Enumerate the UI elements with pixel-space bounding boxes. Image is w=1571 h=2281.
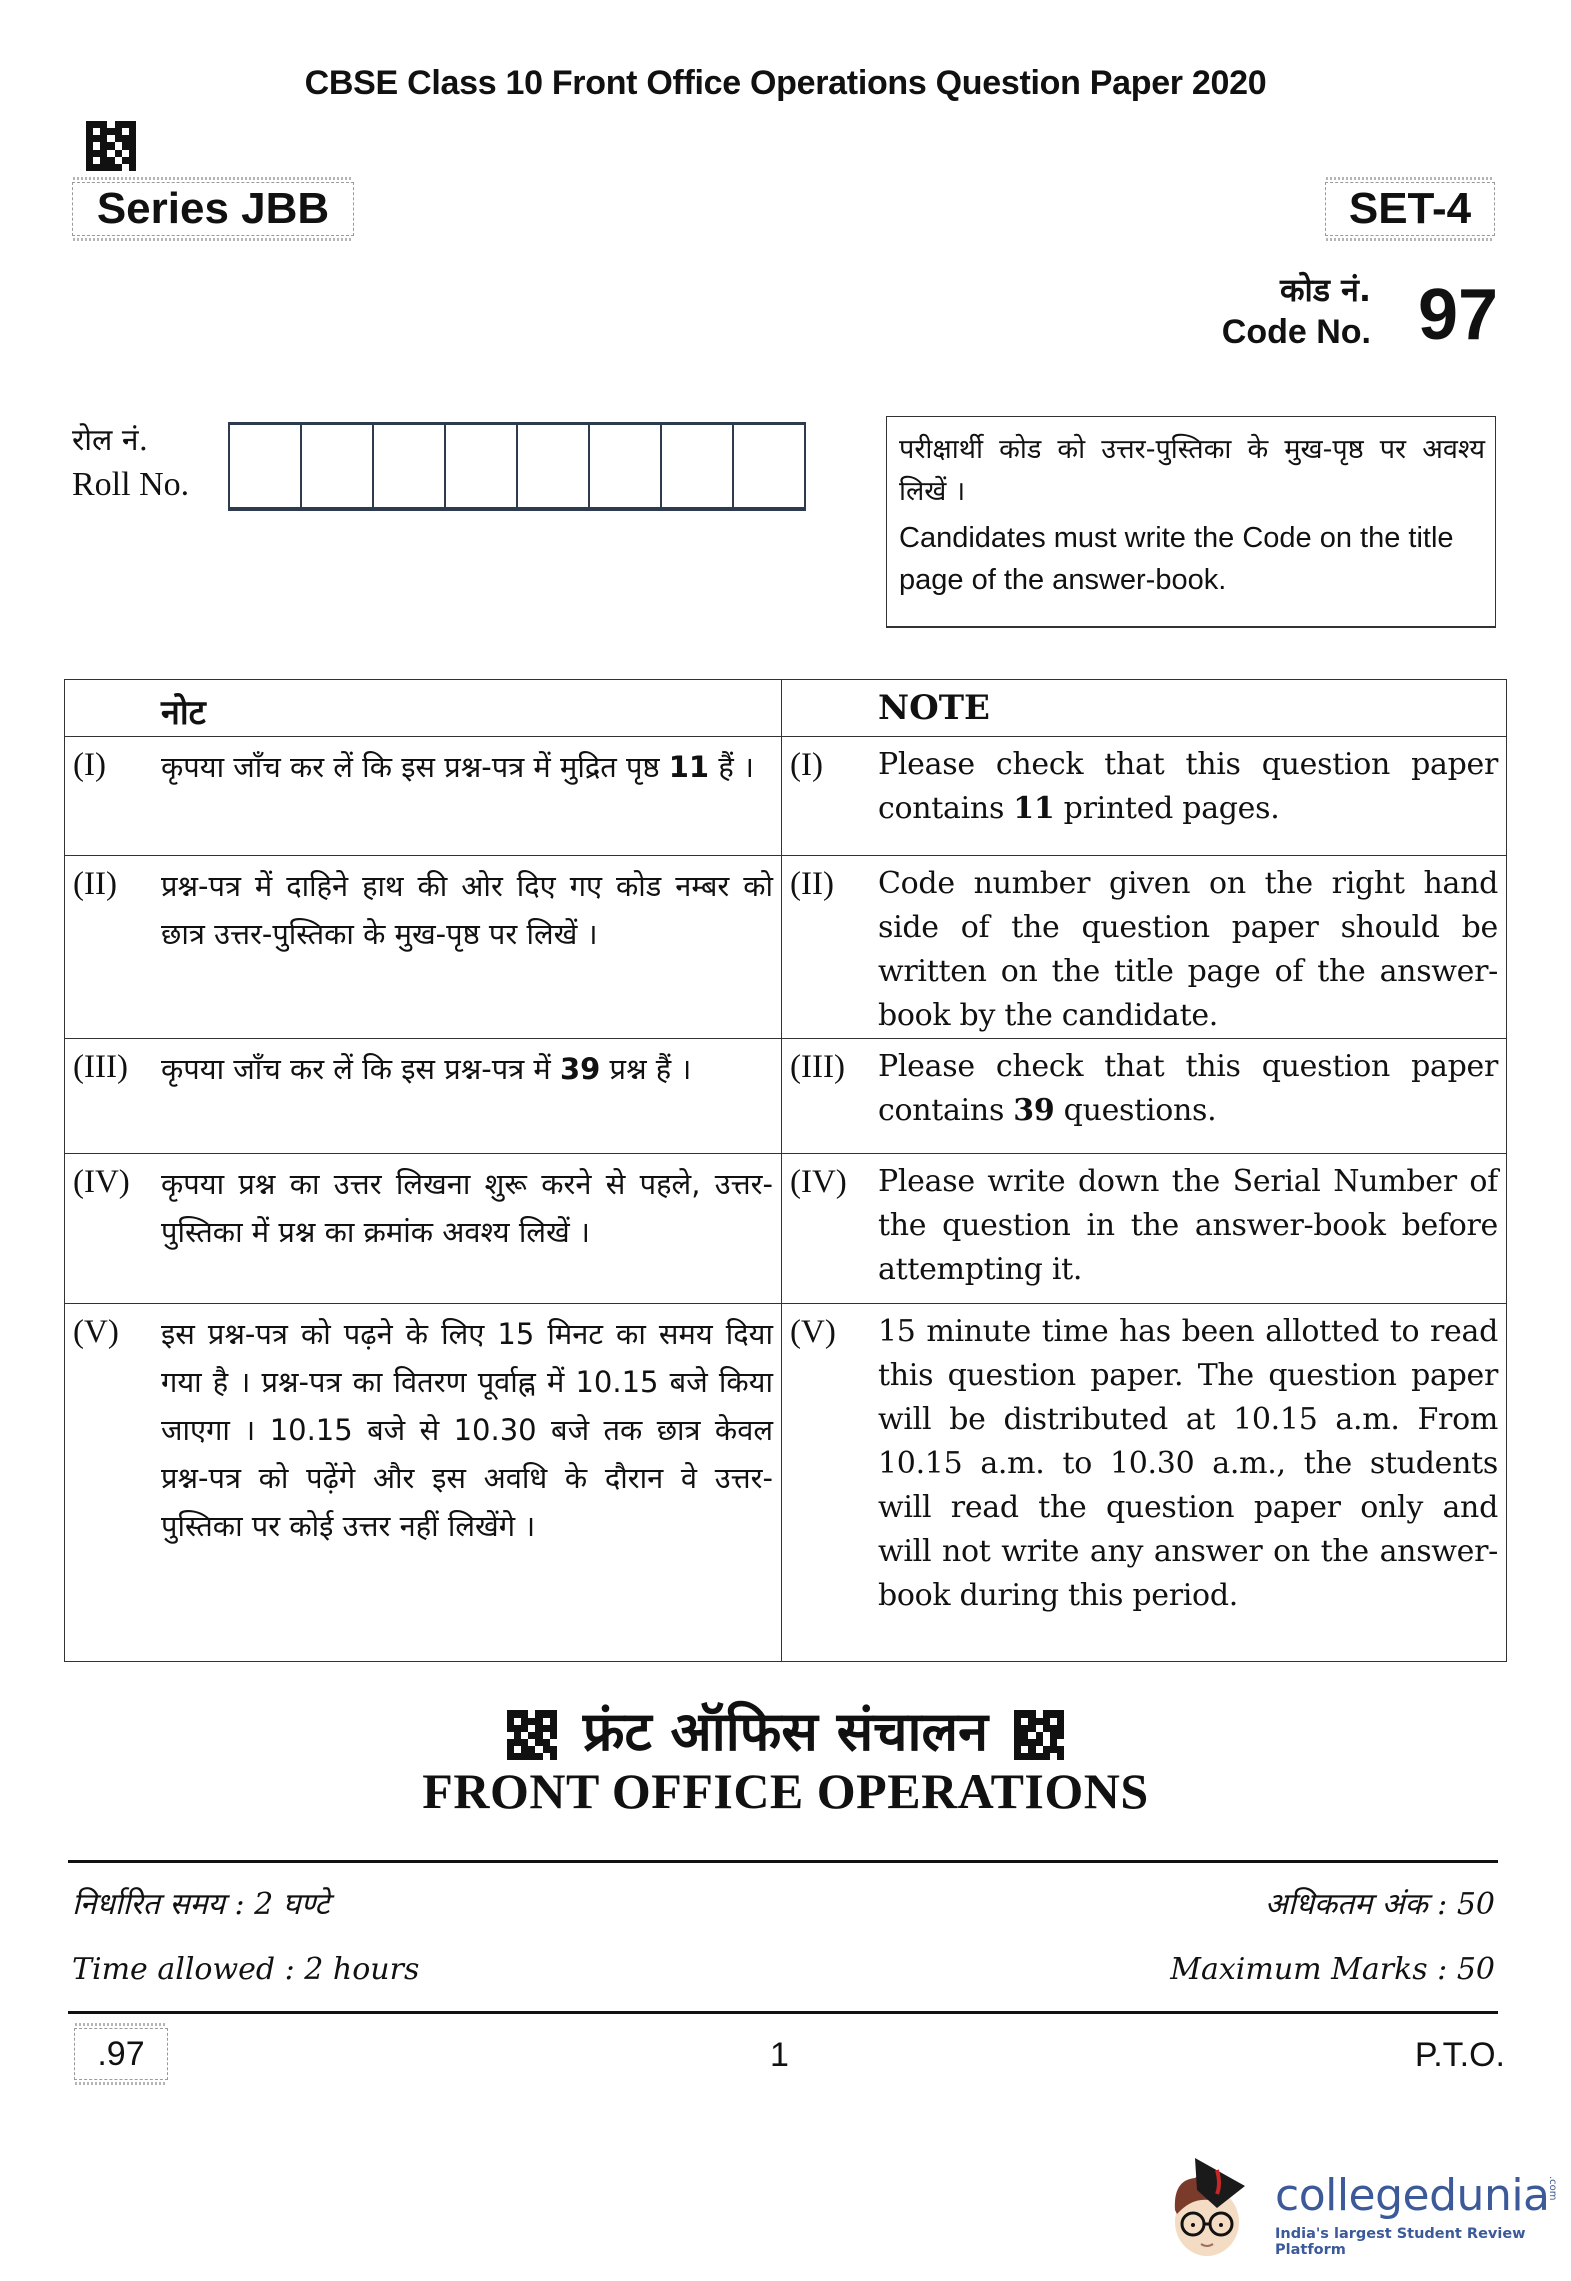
brand-tagline: India's largest Student Review Platform [1275, 2226, 1526, 2258]
note-text-hindi: कृपया जाँच कर लें कि इस प्रश्न-पत्र में मुद्रित पृष्ठ 11 हैं । [161, 750, 754, 784]
table-row [65, 1304, 1507, 1662]
note-text-hindi: कृपया प्रश्न का उत्तर लिखना शुरू करने से पहले, उत्तर-पुस्तिका में प्रश्न का क्रमांक अवश्य लिखें । [161, 1167, 773, 1249]
roll-number-boxes[interactable] [228, 422, 806, 511]
note-text-english: Please write down the Serial Number of the question in the answer-book before attempting it. [878, 1164, 1498, 1287]
subject-title-english: FRONT OFFICE OPERATIONS [422, 1763, 1149, 1819]
candidate-notice-hindi: परीक्षार्थी कोड को उत्तर-पुस्तिका के मुख-पृष्ठ पर अवश्य लिखें । [899, 434, 1485, 507]
time-allowed-hindi: निर्धारित समय : 2 घण्टे [72, 1887, 330, 1922]
table-row [65, 1154, 1507, 1304]
candidate-notice-english: Candidates must write the Code on the title page of the answer-book. [899, 522, 1454, 596]
roll-digit-box[interactable] [302, 425, 374, 507]
brand-name: collegedunia [1275, 2170, 1550, 2221]
collegedunia-logo [1165, 2150, 1565, 2260]
qr-code-icon [507, 1710, 557, 1760]
note-text-hindi: कृपया जाँच कर लें कि इस प्रश्न-पत्र में 39 प्रश्न हैं । [161, 1052, 692, 1086]
qr-code-icon [1014, 1710, 1064, 1760]
note-text-english: Please check that this question paper contains 11 printed pages. [878, 747, 1498, 826]
roll-digit-box[interactable] [518, 425, 590, 507]
max-marks-hindi: अधिकतम अंक : 50 [1264, 1887, 1495, 1922]
roll-digit-box[interactable] [446, 425, 518, 507]
table-row [65, 856, 1507, 1039]
instructions-table [64, 679, 1507, 1662]
code-number: 97 [1418, 275, 1499, 355]
row-number: (IV) [73, 1164, 130, 1200]
footer-code-box [74, 2028, 168, 2080]
series-label [72, 182, 354, 236]
note-text-hindi: प्रश्न-पत्र में दाहिने हाथ की ओर दिए गए कोड नम्बर को छात्र उत्तर-पुस्तिका के मुख-पृष्ठ पर लिखें । [161, 869, 773, 951]
divider [68, 1860, 1498, 1863]
candidate-notice-box [886, 416, 1496, 628]
note-text-english: Code number given on the right hand side of the question paper should be written on the title page of the answer-book by the candidate. [878, 866, 1498, 1033]
page-number: 1 [770, 2036, 789, 2074]
roll-label-hindi: रोल नं. [72, 423, 149, 458]
note-text-english: Please check that this question paper contains 39 questions. [878, 1049, 1498, 1128]
table-row [65, 1039, 1507, 1154]
table-row [65, 737, 1507, 856]
roll-digit-box[interactable] [734, 425, 806, 507]
code-label-hindi: कोड नं. [1279, 271, 1371, 309]
row-number: (III) [790, 1049, 845, 1085]
divider [68, 2011, 1498, 2014]
subject-hindi-text: फ्रंट ऑफिस संचालन [582, 1700, 989, 1763]
set-text: SET-4 [1348, 184, 1472, 233]
note-text-hindi: इस प्रश्न-पत्र को पढ़ने के लिए 15 मिनट का समय दिया गया है । प्रश्न-पत्र का वितरण पूर्वाह्न में 10.15 बजे किया जाएगा । 10.15 बजे से 10.30 बजे तक छात्र केवल प्रश्न-पत्र को पढ़ेंगे और इस अवधि के दौरान वे उत्तर-पुस्तिका पर कोई उत्तर नहीं लिखेंगे । [161, 1317, 773, 1543]
row-number: (IV) [790, 1164, 847, 1200]
note-text-english: 15 minute time has been allotted to read this question paper. The question paper will be distributed at 10.15 a.m. From 10.15 a.m. to 10.30 a.m., the students will read the question paper only and will not write any answer on the answer-book during this period. [878, 1314, 1498, 1613]
note-header-english: NOTE [878, 688, 990, 728]
subject-title-hindi [0, 1692, 1571, 1766]
row-number: (V) [790, 1314, 836, 1350]
max-marks-english: Maximum Marks : 50 [1170, 1952, 1495, 1987]
row-number: (V) [73, 1314, 119, 1350]
note-header-hindi: नोट [161, 693, 206, 733]
roll-digit-box[interactable] [374, 425, 446, 507]
roll-label-english: Roll No. [72, 466, 190, 503]
please-turn-over: P.T.O. [1414, 2036, 1505, 2074]
roll-digit-box[interactable] [230, 425, 302, 507]
mascot-icon [1165, 2150, 1265, 2260]
series-text: Series JBB [96, 184, 330, 233]
row-number: (I) [73, 747, 106, 783]
qr-code-icon [86, 121, 136, 171]
row-number: (I) [790, 747, 823, 783]
roll-digit-box[interactable] [662, 425, 734, 507]
row-number: (II) [73, 866, 117, 902]
footer-code: .97 [97, 2034, 145, 2073]
row-number: (II) [790, 866, 834, 902]
brand-domain: .com [1547, 2176, 1558, 2201]
time-allowed-english: Time allowed : 2 hours [72, 1952, 420, 1987]
code-label-english: Code No. [1221, 313, 1371, 351]
row-number: (III) [73, 1049, 128, 1085]
document-title: CBSE Class 10 Front Office Operations Question Paper 2020 [304, 64, 1267, 102]
roll-digit-box[interactable] [590, 425, 662, 507]
set-label [1325, 182, 1495, 236]
